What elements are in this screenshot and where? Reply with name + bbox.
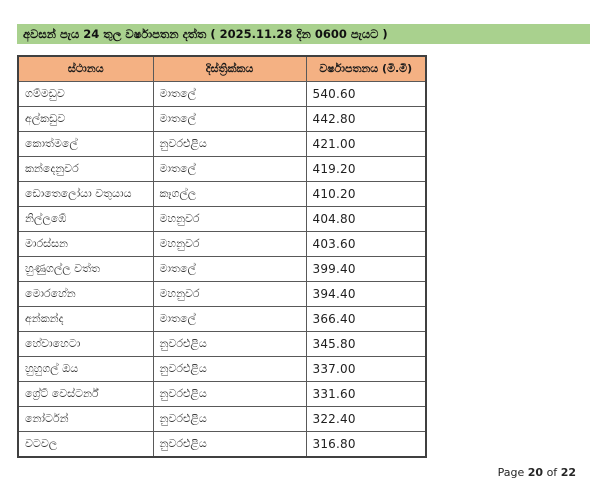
district-cell: නුවරඑළිය — [153, 407, 306, 432]
column-header-district: දිස්ත්‍රික්කය — [153, 56, 306, 82]
page-label: Page — [497, 466, 525, 479]
station-cell: අන්කන්ද — [18, 307, 153, 332]
report-title-bar: අවසන් පැය 24 තුල වර්ෂාපතන දත්ත ( 2025.11.28 දින 0600 පැයට ) — [17, 24, 590, 44]
column-header-rainfall: වර්ෂාපතනය (මි.මී) — [306, 56, 426, 82]
rainfall-cell: 345.80 — [306, 332, 426, 357]
station-cell: කන්දෙනුවර — [18, 157, 153, 182]
district-cell: මහනුවර — [153, 207, 306, 232]
district-cell: නුවරඑළිය — [153, 332, 306, 357]
district-cell: නුවරඑළිය — [153, 382, 306, 407]
table-row — [18, 382, 426, 407]
table-row — [18, 432, 426, 458]
table-row — [18, 207, 426, 232]
rainfall-cell: 419.20 — [306, 157, 426, 182]
district-cell: නුවරඑළිය — [153, 357, 306, 382]
station-cell: වටවල — [18, 432, 153, 458]
table-row — [18, 107, 426, 132]
district-cell: මහනුවර — [153, 282, 306, 307]
district-cell: නුවරඑළිය — [153, 432, 306, 458]
district-cell: කෑගල්ල — [153, 182, 306, 207]
station-cell: හේවාහෙටා — [18, 332, 153, 357]
rainfall-cell: 410.20 — [306, 182, 426, 207]
station-cell: කොත්මලේ — [18, 132, 153, 157]
table-row — [18, 282, 426, 307]
table-row — [18, 257, 426, 282]
rainfall-cell: 322.40 — [306, 407, 426, 432]
table-body — [18, 82, 426, 458]
rainfall-cell: 421.00 — [306, 132, 426, 157]
station-cell: හුණුගල්ල වත්ත — [18, 257, 153, 282]
table-row — [18, 357, 426, 382]
rainfall-cell: 540.60 — [306, 82, 426, 107]
district-cell: මහනුවර — [153, 232, 306, 257]
page-current: 20 — [527, 466, 544, 479]
district-cell: මාතලේ — [153, 82, 306, 107]
column-header-station: ස්ථානය — [18, 56, 153, 82]
table-header-row — [18, 56, 426, 82]
station-cell: ඩොතෙලෝයා වතුයාය — [18, 182, 153, 207]
rainfall-cell: 366.40 — [306, 307, 426, 332]
station-cell: ගම්මඩුව — [18, 82, 153, 107]
district-cell: මාතලේ — [153, 307, 306, 332]
table-row — [18, 82, 426, 107]
station-cell: නිල්ලඹේ — [18, 207, 153, 232]
rainfall-cell: 403.60 — [306, 232, 426, 257]
district-cell: මාතලේ — [153, 257, 306, 282]
rainfall-cell: 337.00 — [306, 357, 426, 382]
district-cell: මාතලේ — [153, 107, 306, 132]
table-row — [18, 132, 426, 157]
district-cell: නුවරඑළිය — [153, 132, 306, 157]
table-row — [18, 332, 426, 357]
table-row — [18, 307, 426, 332]
rainfall-cell: 404.80 — [306, 207, 426, 232]
of-label: of — [546, 466, 558, 479]
station-cell: අල්කඩුව — [18, 107, 153, 132]
station-cell: මොරහේන — [18, 282, 153, 307]
station-cell: නෝර්ටන් — [18, 407, 153, 432]
table-row — [18, 182, 426, 207]
station-cell: හුහුගල් ඔය — [18, 357, 153, 382]
station-cell: ග්‍රේට් වෙස්ටර්න් — [18, 382, 153, 407]
rainfall-cell: 442.80 — [306, 107, 426, 132]
rainfall-cell: 399.40 — [306, 257, 426, 282]
table-row — [18, 407, 426, 432]
station-cell: මාරස්සන — [18, 232, 153, 257]
page-number — [498, 466, 576, 479]
page-total: 22 — [560, 466, 576, 479]
table-row — [18, 157, 426, 182]
district-cell: මාතලේ — [153, 157, 306, 182]
table-row — [18, 232, 426, 257]
rainfall-cell: 394.40 — [306, 282, 426, 307]
rainfall-table — [17, 55, 427, 458]
rainfall-cell: 316.80 — [306, 432, 426, 458]
rainfall-cell: 331.60 — [306, 382, 426, 407]
